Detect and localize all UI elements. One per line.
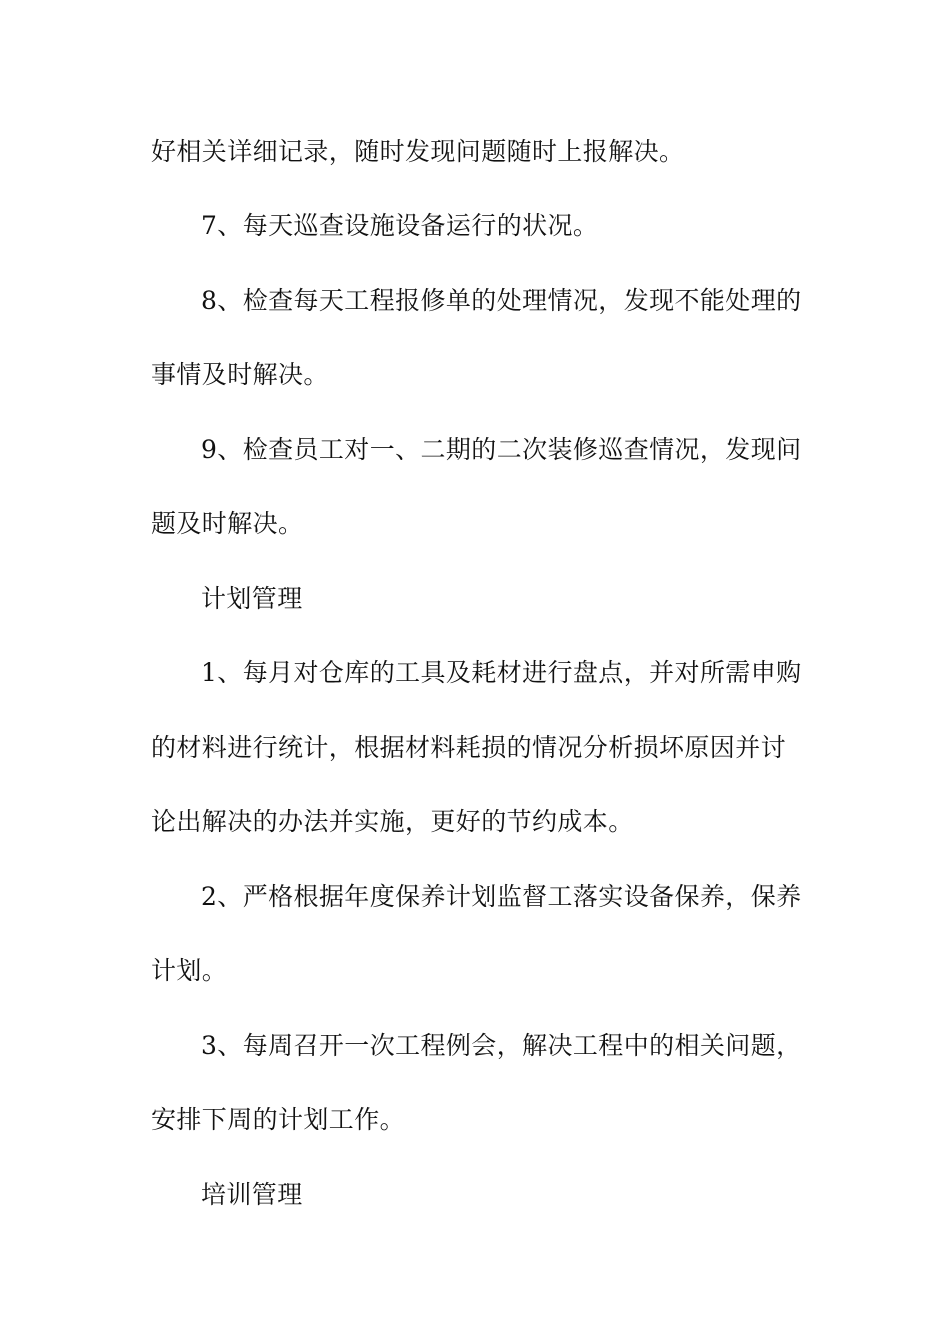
text-line: 8、检查每天工程报修单的处理情况，发现不能处理的: [201, 286, 802, 315]
text-line: 计划。: [151, 956, 228, 985]
text-line: 7、每天巡查设施设备运行的状况。: [201, 211, 599, 240]
text-line: 1、每月对仓库的工具及耗材进行盘点，并对所需申购: [201, 658, 802, 687]
text-line: 题及时解决。: [151, 509, 304, 538]
text-line: 事情及时解决。: [151, 360, 329, 389]
text-line: 9、检查员工对一、二期的二次装修巡查情况，发现问: [201, 435, 802, 464]
text-line: 好相关详细记录，随时发现问题随时上报解决。: [151, 137, 685, 166]
section-heading: 培训管理: [201, 1180, 303, 1209]
text-line: 安排下周的计划工作。: [151, 1105, 406, 1134]
section-heading: 计划管理: [201, 584, 303, 613]
text-line: 的材料进行统计，根据材料耗损的情况分析损坏原因并讨: [151, 733, 787, 762]
text-line: 论出解决的办法并实施，更好的节约成本。: [151, 807, 634, 836]
text-line: 2、严格根据年度保养计划监督工落实设备保养，保养: [201, 882, 802, 911]
text-line: 3、每周召开一次工程例会，解决工程中的相关问题，: [201, 1031, 802, 1060]
